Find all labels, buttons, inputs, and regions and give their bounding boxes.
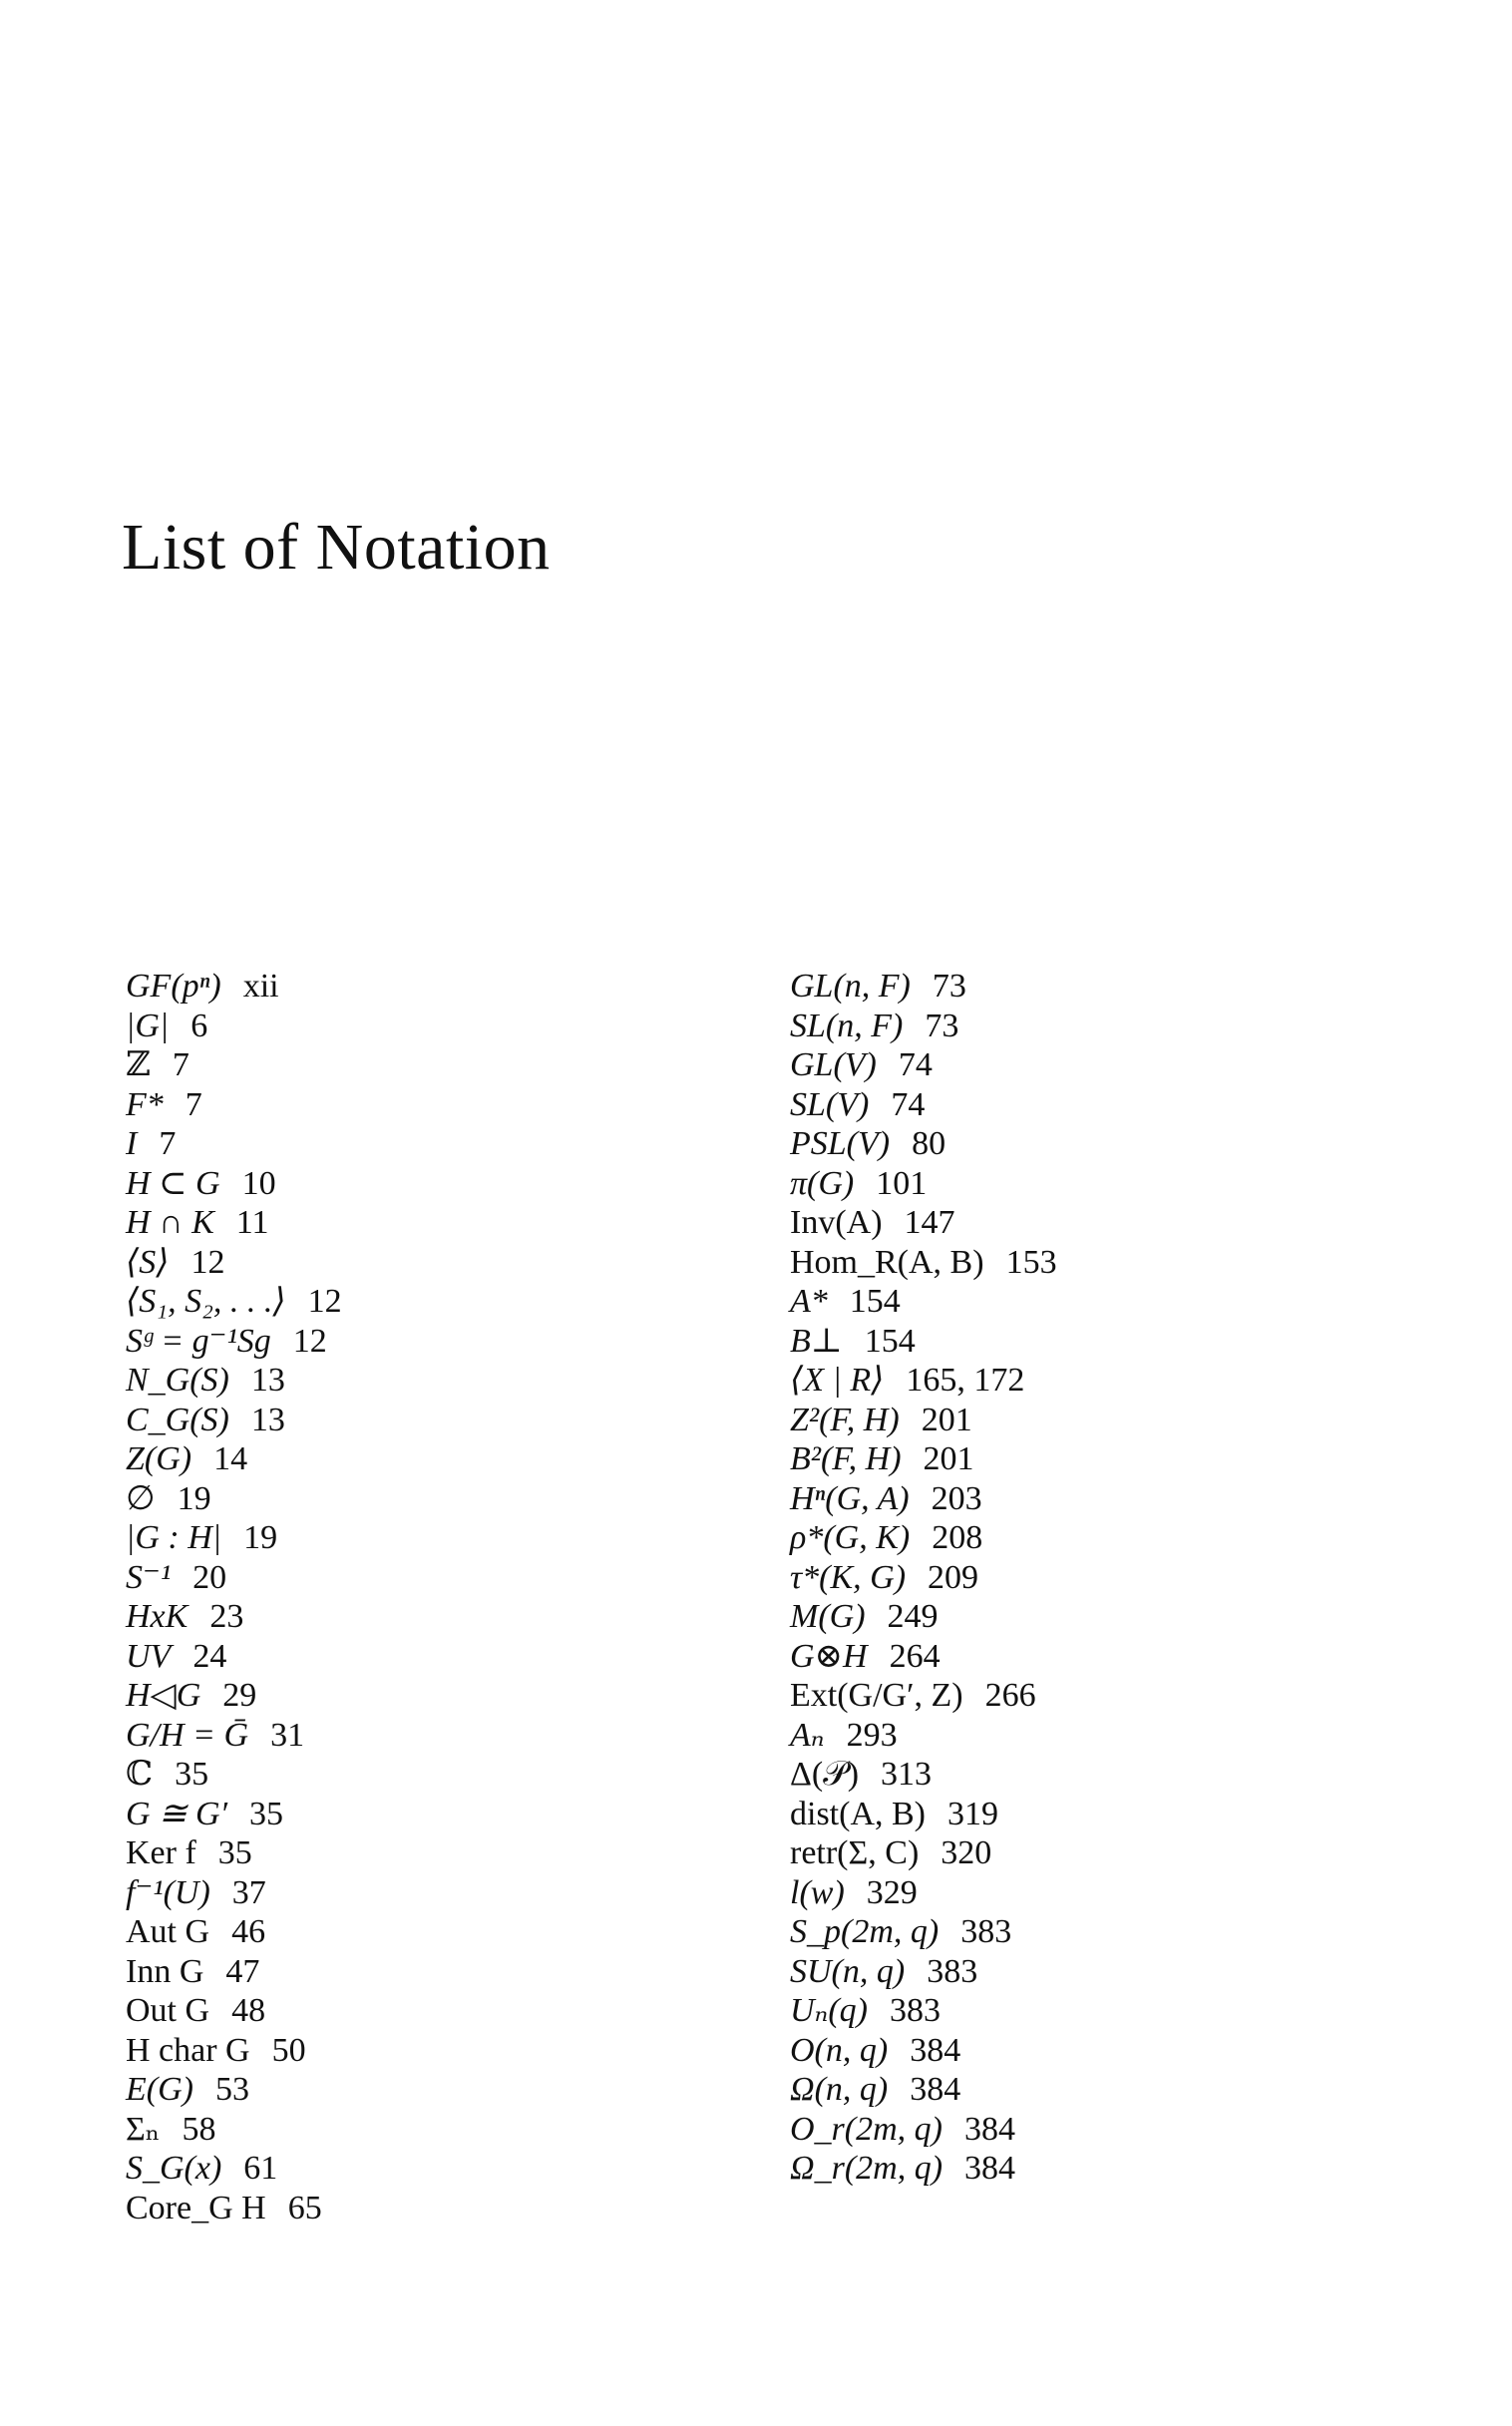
notation-entry — [126, 1322, 684, 1362]
page-reference: 14 — [213, 1440, 248, 1477]
notation-symbol: τ*(K, G) — [790, 1558, 907, 1596]
page-reference: 47 — [225, 1952, 260, 1990]
notation-entry — [126, 1558, 684, 1598]
notation-symbol: Z²(F, H) — [790, 1401, 900, 1438]
notation-symbol: M(G) — [790, 1598, 866, 1635]
notation-symbol: dist(A, B) — [790, 1795, 926, 1832]
notation-symbol: GF(pⁿ) — [126, 968, 221, 1005]
page-reference: 12 — [292, 1322, 327, 1360]
page-reference: 266 — [984, 1677, 1036, 1714]
page-reference: 29 — [222, 1677, 257, 1714]
notation-symbol: SL(V) — [790, 1085, 870, 1123]
page-reference: 74 — [898, 1046, 933, 1083]
notation-entry — [790, 1597, 1428, 1637]
notation-symbol: O_r(2m, q) — [790, 2110, 943, 2148]
notation-symbol: I — [126, 1125, 138, 1162]
page-reference: 201 — [921, 1401, 972, 1438]
notation-symbol: Ω(n, q) — [790, 2071, 889, 2108]
notation-symbol: B²(F, H) — [790, 1440, 902, 1477]
notation-entry — [126, 1361, 684, 1401]
notation-symbol: Σₙ — [126, 2110, 161, 2148]
page-reference: 7 — [159, 1125, 177, 1162]
notation-entry — [790, 1795, 1428, 1834]
notation-symbol: ⟨S₁, S₂, . . .⟩ — [126, 1283, 286, 1320]
notation-entry — [126, 1991, 684, 2031]
notation-symbol: ℂ — [126, 1756, 154, 1793]
notation-entry — [126, 1401, 684, 1440]
page-reference: 73 — [925, 1007, 959, 1044]
notation-symbol: N_G(S) — [126, 1362, 229, 1399]
notation-entry — [790, 1045, 1428, 1085]
page-reference: 203 — [931, 1479, 982, 1517]
page-reference: 293 — [846, 1716, 898, 1754]
notation-entry — [790, 1439, 1428, 1479]
notation-entry — [126, 1203, 684, 1243]
notation-symbol: Ω_r(2m, q) — [790, 2150, 944, 2187]
notation-entry — [126, 1873, 684, 1913]
notation-symbol: Z(G) — [126, 1440, 192, 1477]
notation-symbol: π(G) — [790, 1164, 855, 1202]
page-reference: 35 — [175, 1756, 209, 1793]
page-reference: 10 — [241, 1164, 276, 1202]
notation-symbol: f⁻¹(U) — [126, 1873, 210, 1911]
notation-entry — [790, 1833, 1428, 1873]
page-reference: 384 — [910, 2031, 961, 2069]
notation-symbol: G/H = Ḡ — [126, 1716, 249, 1754]
notation-entry — [126, 1007, 684, 1046]
notation-entry — [126, 2189, 684, 2228]
page-reference: 249 — [887, 1598, 939, 1635]
notation-column-right — [790, 967, 1428, 2189]
page-reference: 19 — [177, 1479, 211, 1517]
notation-entry — [790, 1991, 1428, 2031]
notation-entry — [790, 1952, 1428, 1992]
notation-symbol: Sᵍ = g⁻¹Sg — [126, 1322, 271, 1360]
notation-symbol: Hom_R(A, B) — [790, 1243, 984, 1281]
notation-entry — [126, 1518, 684, 1558]
notation-symbol: UV — [126, 1637, 172, 1675]
page-reference: 19 — [243, 1519, 278, 1556]
notation-entry — [790, 1518, 1428, 1558]
page-reference: 320 — [941, 1834, 992, 1871]
page-reference: 384 — [910, 2071, 961, 2108]
page-reference: 48 — [231, 1992, 266, 2029]
page-reference: 7 — [172, 1046, 189, 1083]
notation-symbol: B⊥ — [790, 1322, 843, 1360]
notation-entry — [126, 1479, 684, 1519]
notation-symbol: retr(Σ, C) — [790, 1834, 920, 1871]
notation-entry — [790, 1558, 1428, 1598]
notation-symbol: Core_G H — [126, 2189, 266, 2226]
notation-entry — [790, 967, 1428, 1007]
notation-entry — [126, 1716, 684, 1756]
notation-entry — [126, 1085, 684, 1125]
notation-entry — [790, 1912, 1428, 1952]
page-reference: 58 — [182, 2110, 216, 2148]
notation-symbol: HxK — [126, 1598, 189, 1635]
notation-symbol: Inv(A) — [790, 1204, 883, 1241]
notation-symbol: SL(n, F) — [790, 1007, 904, 1044]
page-reference: 13 — [250, 1362, 285, 1399]
notation-entry — [126, 2031, 684, 2071]
notation-symbol: O(n, q) — [790, 2031, 889, 2069]
notation-entry — [790, 1637, 1428, 1677]
notation-symbol: GL(V) — [790, 1046, 877, 1083]
page-reference: 50 — [271, 2031, 306, 2069]
page-reference: xii — [242, 968, 279, 1005]
page-reference: 6 — [190, 1007, 208, 1044]
page-reference: 35 — [217, 1834, 252, 1871]
page-reference: 313 — [881, 1756, 933, 1793]
notation-symbol: F* — [126, 1085, 164, 1123]
notation-entry — [126, 967, 684, 1007]
page-reference: 384 — [964, 2150, 1016, 2187]
notation-entry — [790, 1243, 1428, 1283]
notation-symbol: ℤ — [126, 1046, 151, 1083]
page-reference: 11 — [235, 1204, 269, 1241]
notation-entry — [126, 1164, 684, 1204]
notation-symbol: H ∩ K — [126, 1204, 214, 1241]
notation-entry — [126, 2070, 684, 2110]
page-reference: 383 — [889, 1992, 941, 2029]
notation-entry — [126, 1833, 684, 1873]
notation-entry — [790, 1322, 1428, 1362]
page-reference: 37 — [231, 1873, 266, 1911]
notation-entry — [126, 1912, 684, 1952]
notation-symbol: Out G — [126, 1992, 210, 2029]
page-reference: 209 — [928, 1558, 979, 1596]
page-reference: 13 — [250, 1401, 285, 1438]
notation-entry — [790, 1755, 1428, 1795]
notation-entry — [790, 1479, 1428, 1519]
page-reference: 264 — [889, 1637, 941, 1675]
notation-entry — [790, 2149, 1428, 2189]
notation-entry — [126, 1952, 684, 1992]
notation-symbol: H◁G — [126, 1677, 201, 1714]
notation-entry — [126, 1124, 684, 1164]
notation-entry — [790, 2031, 1428, 2071]
page-reference: 319 — [947, 1795, 998, 1832]
page-reference: 74 — [891, 1085, 926, 1123]
notation-entry — [790, 1085, 1428, 1125]
notation-symbol: Hⁿ(G, A) — [790, 1479, 910, 1517]
notation-symbol: Inn G — [126, 1952, 204, 1990]
notation-entry — [126, 1676, 684, 1716]
notation-column-left — [126, 967, 684, 2227]
notation-entry — [126, 2149, 684, 2189]
page-reference: 201 — [923, 1440, 974, 1477]
notation-symbol: ∅ — [126, 1479, 156, 1517]
notation-entry — [790, 1282, 1428, 1322]
notation-symbol: GL(n, F) — [790, 968, 911, 1005]
notation-entry — [790, 1361, 1428, 1401]
notation-entry — [790, 2110, 1428, 2150]
notation-symbol: S_p(2m, q) — [790, 1913, 940, 1950]
notation-symbol: S⁻¹ — [126, 1558, 172, 1596]
notation-symbol: E(G) — [126, 2071, 193, 2108]
page-reference: 154 — [849, 1283, 901, 1320]
notation-entry — [790, 1873, 1428, 1913]
page-reference: 208 — [932, 1519, 983, 1556]
page-reference: 383 — [960, 1913, 1012, 1950]
page-reference: 101 — [876, 1164, 928, 1202]
page-reference: 23 — [209, 1598, 244, 1635]
notation-symbol: H ⊂ G — [126, 1164, 220, 1202]
notation-symbol: ρ*(G, K) — [790, 1519, 911, 1556]
notation-entry — [790, 1203, 1428, 1243]
page-reference: 165, 172 — [906, 1362, 1025, 1399]
notation-entry — [790, 2070, 1428, 2110]
notation-entry — [790, 1676, 1428, 1716]
page-reference: 7 — [185, 1085, 202, 1123]
notation-entry — [790, 1716, 1428, 1756]
notation-symbol: |G : H| — [126, 1519, 222, 1556]
page-reference: 65 — [287, 2189, 322, 2226]
page-title: List of Notation — [122, 511, 551, 584]
notation-symbol: Aut G — [126, 1913, 210, 1950]
notation-entry — [126, 1243, 684, 1283]
notation-entry — [126, 1282, 684, 1322]
page-reference: 154 — [864, 1322, 916, 1360]
notation-entry — [126, 1597, 684, 1637]
page-reference: 384 — [963, 2110, 1015, 2148]
page-reference: 61 — [243, 2150, 278, 2187]
notation-entry — [126, 1637, 684, 1677]
notation-entry — [790, 1007, 1428, 1046]
notation-symbol: SU(n, q) — [790, 1952, 906, 1990]
notation-symbol: ⟨X | R⟩ — [790, 1362, 885, 1399]
page-reference: 31 — [270, 1716, 305, 1754]
notation-entry — [790, 1401, 1428, 1440]
page-reference: 383 — [927, 1952, 978, 1990]
notation-symbol: G ≅ G′ — [126, 1795, 228, 1832]
notation-symbol: |G| — [126, 1007, 170, 1044]
page-reference: 73 — [932, 968, 966, 1005]
notation-entry — [126, 1045, 684, 1085]
page-reference: 147 — [904, 1204, 955, 1241]
notation-symbol: Δ(𝒫) — [790, 1756, 860, 1793]
page-reference: 35 — [249, 1795, 284, 1832]
page-reference: 24 — [192, 1637, 227, 1675]
notation-symbol: ⟨S⟩ — [126, 1243, 170, 1281]
page-reference: 80 — [912, 1125, 946, 1162]
page-reference: 20 — [192, 1558, 227, 1596]
notation-entry — [126, 2110, 684, 2150]
notation-entry — [126, 1795, 684, 1834]
notation-symbol: PSL(V) — [790, 1125, 891, 1162]
notation-symbol: S_G(x) — [126, 2150, 222, 2187]
notation-symbol: Uₙ(q) — [790, 1992, 868, 2029]
notation-symbol: l(w) — [790, 1873, 845, 1911]
notation-entry — [790, 1164, 1428, 1204]
notation-entry — [790, 1124, 1428, 1164]
page-reference: 12 — [190, 1243, 225, 1281]
page-reference: 329 — [866, 1873, 918, 1911]
notation-entry — [126, 1755, 684, 1795]
notation-symbol: H char G — [126, 2031, 250, 2069]
notation-symbol: Ker f — [126, 1834, 196, 1871]
notation-entry — [126, 1439, 684, 1479]
notation-symbol: A* — [790, 1283, 828, 1320]
page-reference: 12 — [307, 1283, 342, 1320]
notation-symbol: Ext(G/G′, Z) — [790, 1677, 963, 1714]
notation-symbol: Aₙ — [790, 1716, 825, 1754]
page-reference: 53 — [214, 2071, 249, 2108]
notation-symbol: C_G(S) — [126, 1401, 229, 1438]
page-reference: 46 — [231, 1913, 266, 1950]
notation-symbol: G⊗H — [790, 1637, 868, 1675]
page-reference: 153 — [1005, 1243, 1057, 1281]
